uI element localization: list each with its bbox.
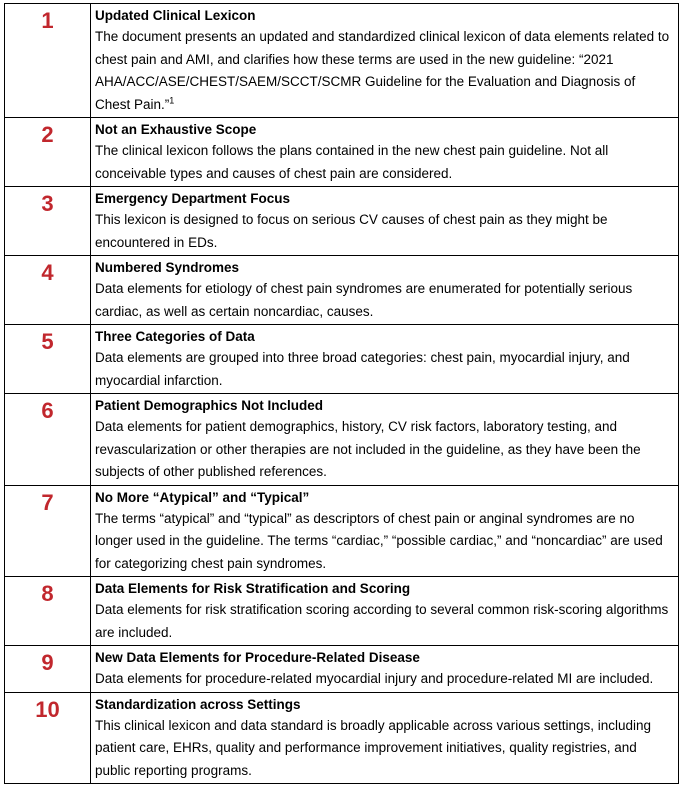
number-cell [5, 394, 91, 486]
number-cell [5, 646, 91, 693]
item-heading: No More “Atypical” and “Typical” [95, 489, 310, 505]
table-row [5, 646, 679, 693]
item-body: Data elements for patient demographics, history, CV risk factors, laboratory testing, and revascularization or other therapies are not included in the guideline, as they have been the subjects of other published references. [95, 419, 641, 479]
item-heading: Standardization across Settings [95, 696, 301, 712]
item-body: This clinical lexicon and data standard is broadly applicable across various settings, including patient care, EHRs, quality and performance improvement initiatives, quality registries, and public reporting programs. [95, 717, 652, 778]
item-body: Data elements are grouped into three broad categories: chest pain, myocardial injury, and myocardial infarction. [95, 350, 630, 388]
table-row [5, 256, 679, 325]
item-body: The clinical lexicon follows the plans contained in the new chest pain guideline. Not all conceivable types and causes of chest pain are considered. [95, 143, 609, 181]
item-heading: New Data Elements for Procedure-Related Disease [95, 650, 420, 665]
key-points-table [4, 3, 679, 784]
item-body: Data elements for risk stratification scoring according to several common risk-scoring algorithms are included. [95, 602, 669, 640]
table-row [5, 187, 679, 256]
table-row [5, 4, 679, 118]
table-row [5, 577, 679, 646]
number-cell [5, 692, 91, 784]
item-body: The terms “atypical” and “typical” as descriptors of chest pain or anginal syndromes are no longer used in the guideline. The terms “cardiac,” “possible cardiac,” and “noncardiac” are used for categorizing chest pain syndromes. [95, 510, 663, 571]
text-cell [91, 256, 679, 325]
item-heading: Updated Clinical Lexicon [95, 8, 256, 23]
item-heading: Emergency Department Focus [95, 191, 291, 206]
text-cell [91, 692, 679, 784]
number-cell [5, 187, 91, 256]
item-heading: Data Elements for Risk Stratification and Scoring [95, 581, 411, 596]
item-heading: Three Categories of Data [95, 329, 255, 344]
table-row [5, 118, 679, 187]
number-cell [5, 118, 91, 187]
text-cell [91, 325, 679, 394]
item-number: 8 [41, 581, 54, 606]
text-cell [91, 4, 679, 118]
table-row [5, 325, 679, 394]
item-number: 9 [41, 650, 54, 675]
text-cell [91, 485, 679, 577]
item-number: 7 [41, 489, 54, 515]
text-cell [91, 394, 679, 486]
number-cell [5, 485, 91, 577]
table-row [5, 394, 679, 486]
key-points-body [5, 4, 679, 784]
item-body-wrapper [95, 26, 672, 116]
number-cell [5, 256, 91, 325]
number-cell [5, 4, 91, 118]
item-number: 6 [41, 398, 54, 423]
item-heading: Patient Demographics Not Included [95, 398, 324, 413]
item-body: Data elements for procedure-related myocardial injury and procedure-related MI are included. [95, 671, 654, 686]
item-number: 4 [41, 260, 54, 285]
text-cell [91, 646, 679, 693]
item-body: Data elements for etiology of chest pain syndromes are enumerated for potentially serious cardiac, as well as certain noncardiac, causes. [95, 281, 633, 319]
item-heading: Numbered Syndromes [95, 260, 240, 275]
item-body: The document presents an updated and standardized clinical lexicon of data elements related to chest pain and AMI, and clarifies how these terms are used in the new guideline: “2021 AHA/ACC/ASE/CHEST/SAEM/SCCT/SCMR Guideline for the Evaluation and Diagnosis of Chest Pain.” [95, 29, 670, 112]
text-cell [91, 118, 679, 187]
text-cell [91, 187, 679, 256]
item-body: This lexicon is designed to focus on serious CV causes of chest pain as they might be encountered in EDs. [95, 212, 608, 250]
table-row [5, 485, 679, 577]
item-number: 5 [41, 329, 54, 354]
item-number: 2 [41, 122, 54, 147]
text-cell [91, 577, 679, 646]
number-cell [5, 325, 91, 394]
table-row [5, 692, 679, 784]
number-cell [5, 577, 91, 646]
item-number: 3 [41, 191, 54, 216]
item-heading: Not an Exhaustive Scope [95, 122, 257, 137]
item-number: 1 [41, 8, 54, 33]
item-number: 10 [35, 696, 60, 722]
reference-superscript: 1 [169, 95, 175, 105]
